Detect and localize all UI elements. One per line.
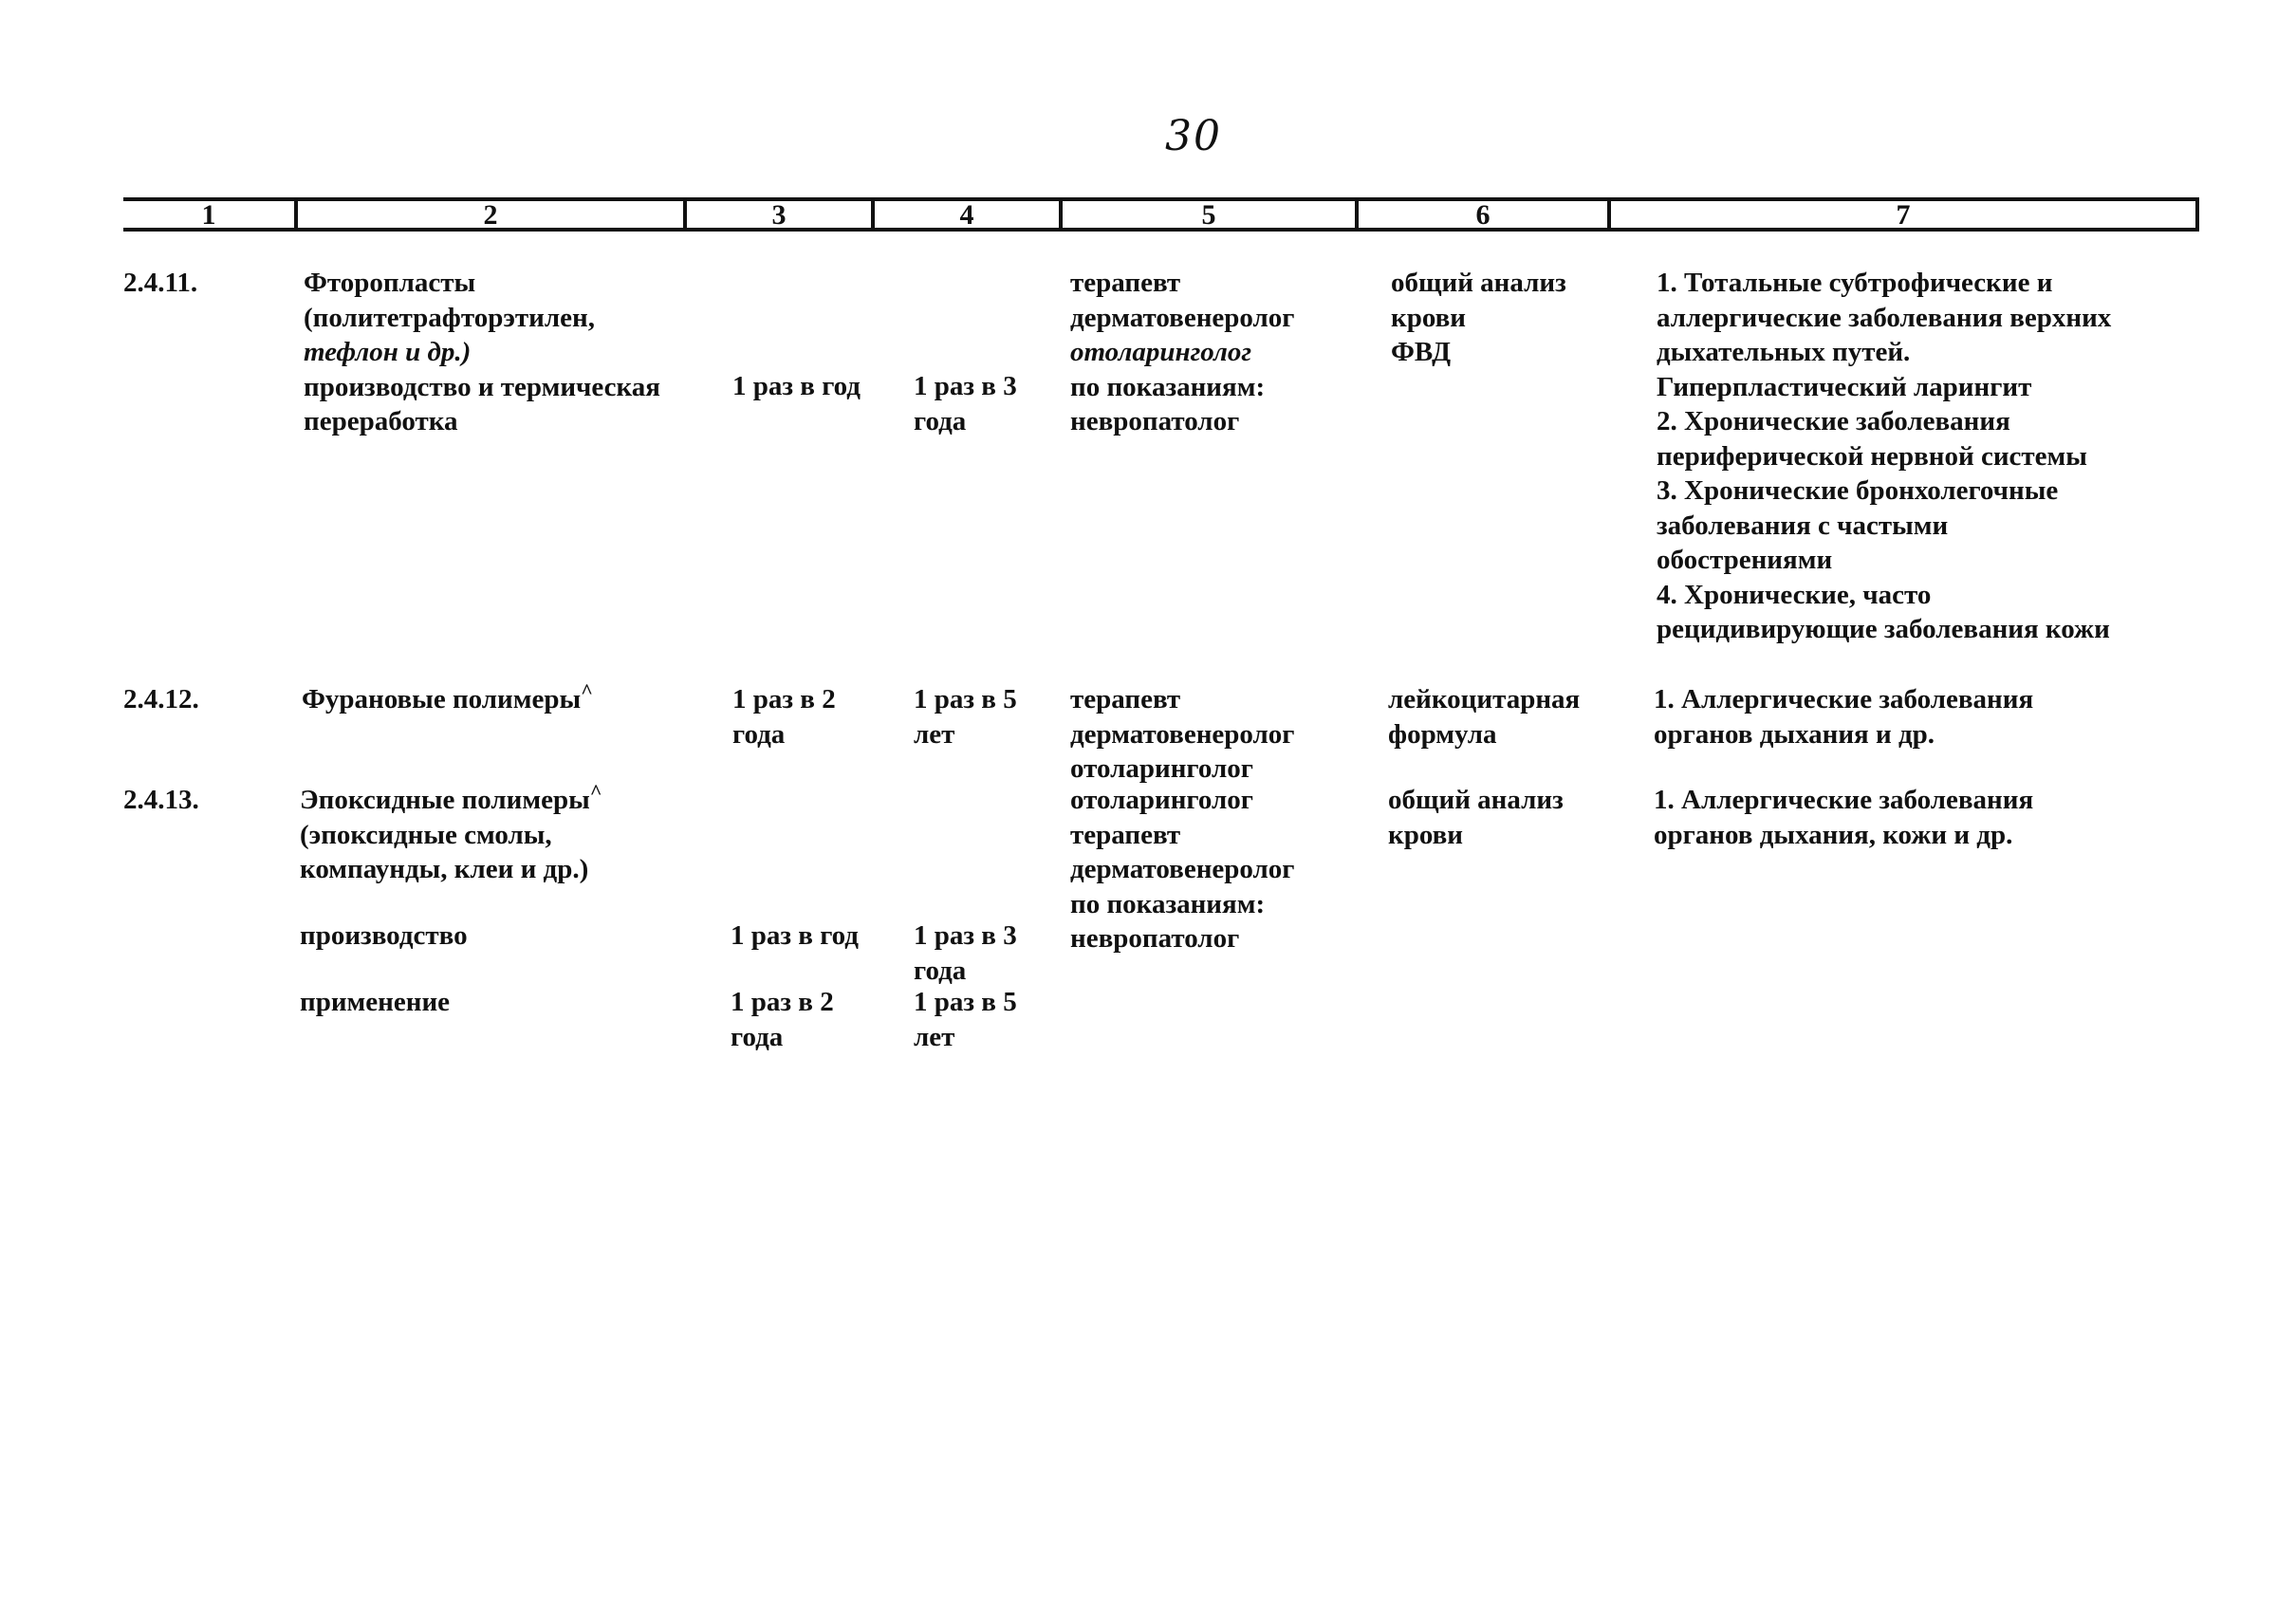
contra-line: обострениями: [1657, 545, 1833, 575]
specialist-line: отоларинголог: [1070, 337, 1252, 367]
test-line: общий анализ: [1391, 268, 1566, 298]
contra-line: 1. Аллергические заболевания: [1654, 684, 2034, 714]
hazard-mark: ^: [589, 779, 602, 804]
specialist-line: дерматовенеролог: [1070, 854, 1295, 884]
specialist-line: по показаниям:: [1070, 371, 1266, 402]
contraindications: [1654, 682, 2033, 751]
process-line: производство: [300, 920, 468, 951]
hazard-mark: ^: [581, 678, 593, 703]
frequency-lpu: 1 раз в год: [731, 920, 859, 951]
contra-line: органов дыхания и др.: [1654, 718, 1935, 750]
frequency-center: [914, 985, 1017, 1054]
test-line: крови: [1391, 302, 1466, 333]
substance-line: Эпоксидные полимеры: [300, 785, 590, 815]
frequency-line: 1 раз в 3: [914, 920, 1017, 951]
substance-line: Фурановые полимеры: [302, 684, 582, 714]
substance-line: тефлон и др.): [304, 337, 472, 367]
specialist-line: терапевт: [1070, 819, 1181, 850]
contra-line: аллергические заболевания верхних: [1657, 302, 2112, 333]
column-header-5: 5: [1059, 201, 1355, 228]
column-header-2: 2: [294, 201, 683, 228]
frequency-center: [914, 369, 1017, 438]
specialist-line: терапевт: [1070, 268, 1181, 298]
specialists: [1070, 266, 1294, 439]
substance-line: компаунды, клеи и др.): [300, 854, 589, 884]
column-header-7: 7: [1607, 201, 2195, 228]
contra-line: периферической нервной системы: [1657, 440, 2087, 472]
specialist-line: по показаниям:: [1070, 888, 1266, 919]
row-code: 2.4.11.: [123, 268, 198, 298]
frequency-line: года: [731, 1021, 784, 1052]
contra-line: Гиперпластический ларингит: [1657, 371, 2032, 402]
row-code: 2.4.12.: [123, 684, 199, 714]
contraindications: [1657, 266, 2111, 647]
frequency-line: лет: [914, 718, 955, 750]
frequency-center: [914, 918, 1017, 988]
frequency-line: 1 раз в 5: [914, 684, 1017, 714]
substance-name: [300, 779, 602, 887]
frequency-line: года: [914, 955, 967, 986]
frequency-line: лет: [914, 1021, 955, 1052]
contraindications: [1654, 783, 2033, 852]
contra-line: 4. Хронические, часто: [1657, 579, 1932, 610]
specialist-line: отоларинголог: [1070, 753, 1253, 784]
specialists: [1070, 682, 1294, 787]
column-header-4: 4: [871, 201, 1059, 228]
substance-line: (политетрафторэтилен,: [304, 302, 595, 333]
contra-line: заболевания с частыми: [1657, 510, 1949, 541]
specialist-line: дерматовенеролог: [1070, 718, 1295, 750]
specialist-line: дерматовенеролог: [1070, 302, 1295, 333]
process-line: применение: [300, 987, 451, 1017]
lab-tests: [1388, 682, 1580, 751]
contra-line: 2. Хронические заболевания: [1657, 406, 2010, 436]
test-line: ФВД: [1391, 337, 1452, 367]
frequency-line: 1 раз в 2: [731, 987, 834, 1017]
frequency-lpu: 1 раз в год: [732, 371, 861, 401]
test-line: лейкоцитарная: [1388, 684, 1581, 714]
test-line: общий анализ: [1388, 785, 1564, 815]
column-header-3: 3: [683, 201, 871, 228]
specialists: [1070, 783, 1294, 956]
column-header-6: 6: [1355, 201, 1607, 228]
frequency-line: 1 раз в 5: [914, 987, 1017, 1017]
specialist-line: невропатолог: [1070, 406, 1240, 436]
contra-line: рецидивирующие заболевания кожи: [1657, 614, 2110, 644]
row-code: 2.4.13.: [123, 785, 199, 815]
contra-line: 1. Тотальные субтрофические и: [1657, 268, 2053, 298]
substance-line: Фторопласты: [304, 268, 476, 298]
lab-tests: [1388, 783, 1564, 852]
specialist-line: терапевт: [1070, 684, 1181, 714]
substance-name: [302, 678, 593, 717]
specialist-line: отоларинголог: [1070, 785, 1253, 815]
frequency-lpu: [732, 682, 836, 751]
frequency-lpu: [731, 985, 834, 1054]
lab-tests: [1391, 266, 1566, 370]
column-header-row: [123, 197, 2199, 232]
frequency-line: 1 раз в 3: [914, 371, 1017, 401]
contra-line: органов дыхания, кожи и др.: [1654, 819, 2013, 850]
process-line: переработка: [304, 406, 458, 436]
page-number: 30: [1165, 112, 1222, 160]
frequency-line: года: [732, 718, 786, 750]
frequency-line: года: [914, 405, 967, 436]
substance-line: (эпоксидные смолы,: [300, 819, 552, 850]
test-line: формула: [1388, 718, 1497, 750]
substance-name: [304, 266, 660, 439]
contra-line: дыхательных путей.: [1657, 337, 1911, 367]
frequency-line: 1 раз в 2: [732, 684, 836, 714]
test-line: крови: [1388, 819, 1463, 850]
frequency-center: [914, 682, 1017, 751]
process-line: производство и термическая: [304, 371, 660, 402]
contra-line: 1. Аллергические заболевания: [1654, 785, 2034, 815]
specialist-line: невропатолог: [1070, 923, 1240, 954]
contra-line: 3. Хронические бронхолегочные: [1657, 475, 2059, 506]
column-header-1: 1: [201, 199, 216, 231]
